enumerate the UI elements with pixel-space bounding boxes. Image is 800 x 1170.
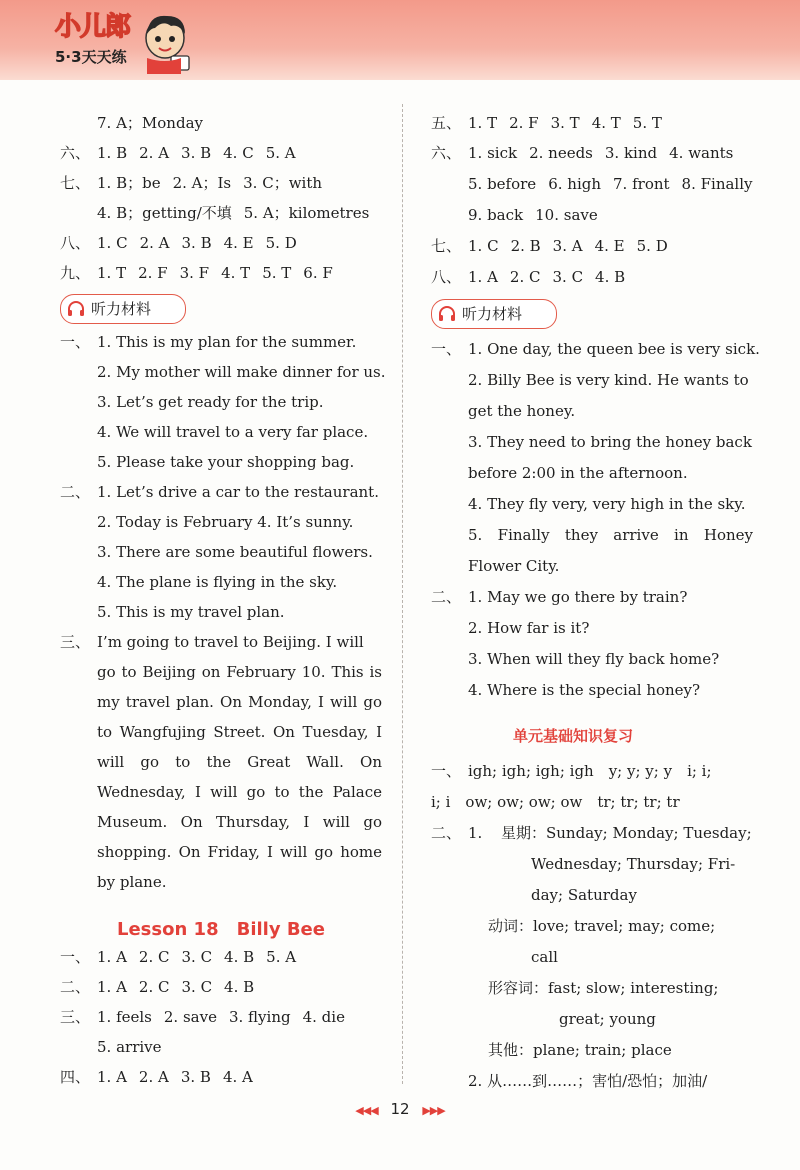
listening-line: will go to the Great Wall. On <box>97 753 382 771</box>
right-arrows-icon: ▶▶▶ <box>422 1104 445 1117</box>
listening-line: 3. Let’s get ready for the trip. <box>97 393 324 411</box>
listening-line: 5. Please take your shopping bag. <box>97 453 355 471</box>
listening-line: before 2:00 in the afternoon. <box>468 464 688 482</box>
listening-line: 5. This is my travel plan. <box>97 603 285 621</box>
answer-line: 一、 1. A 2. C 3. C 4. B 5. A <box>60 948 297 966</box>
column-divider <box>402 104 403 1084</box>
answer-line: 四、 1. A 2. A 3. B 4. A <box>60 1068 253 1086</box>
review-line: i; i ow; ow; ow; ow tr; tr; tr; tr <box>431 793 680 811</box>
listening-line: 一、 1. One day, the queen bee is very sick. <box>431 340 760 358</box>
listening-line: 一、 1. This is my plan for the summer. <box>60 333 357 351</box>
listening-line: 3. They need to bring the honey back <box>468 433 752 451</box>
listening-line: 二、 1. May we go there by train? <box>431 588 688 606</box>
headphones-icon <box>438 305 456 323</box>
brand-logo <box>55 6 195 76</box>
listening-line: get the honey. <box>468 402 576 420</box>
review-line: great; young <box>559 1010 656 1028</box>
listening-line: to Wangfujing Street. On Tuesday, I <box>97 723 382 741</box>
page-number: ◀◀◀ 12 ▶▶▶ <box>355 1100 445 1118</box>
review-line: 动词：love; travel; may; come; <box>488 917 716 935</box>
answer-line: 七、 1. C 2. B 3. A 4. E 5. D <box>431 237 668 255</box>
review-line: call <box>531 948 558 966</box>
listening-line: 二、 1. Let’s drive a car to the restaurant. <box>60 483 379 501</box>
review-line: Wednesday; Thursday; Fri- <box>531 855 736 873</box>
logo-title: 小儿郎 <box>55 12 131 42</box>
listening-line: 4. Where is the special honey? <box>468 681 701 699</box>
listening-line: 2. My mother will make dinner for us. <box>97 363 386 381</box>
listening-line: my travel plan. On Monday, I will go <box>97 693 382 711</box>
logo-subtitle: 5·3天天练 <box>55 48 127 66</box>
listening-line: 三、 I’m going to travel to Beijing. I will <box>60 633 364 651</box>
listening-line: shopping. On Friday, I will go home <box>97 843 382 861</box>
listening-line: 2. Billy Bee is very kind. He wants to <box>468 371 749 389</box>
answer-line: 三、 1. feels 2. save 3. flying 4. die <box>60 1008 345 1026</box>
answer-line: 六、 1. sick 2. needs 3. kind 4. wants <box>431 144 734 162</box>
listening-line: 4. We will travel to a very far place. <box>97 423 369 441</box>
listening-line: go to Beijing on February 10. This is <box>97 663 382 681</box>
listening-line: Museum. On Thursday, I will go <box>97 813 382 831</box>
review-line: 2. 从……到……；害怕/恐怕；加油/ <box>468 1072 708 1090</box>
listening-line: 5. Finally they arrive in Honey <box>468 526 753 544</box>
lesson-title: Lesson 18 Billy Bee <box>117 919 325 940</box>
review-line: 其他：plane; train; place <box>488 1041 672 1059</box>
listening-material-badge <box>60 294 186 324</box>
answer-line: 5. before 6. high 7. front 8. Finally <box>468 175 753 193</box>
review-line: 二、 1. 星期：Sunday; Monday; Tuesday; <box>431 824 752 842</box>
listening-line: 3. When will they fly back home? <box>468 650 720 668</box>
listening-line: Flower City. <box>468 557 560 575</box>
answer-line: 7. A；Monday <box>97 114 203 132</box>
listening-material-badge <box>431 299 557 329</box>
listening-line: 2. How far is it? <box>468 619 590 637</box>
answer-line: 4. B；getting/不填 5. A；kilometres <box>97 204 370 222</box>
listening-line: 4. They fly very, very high in the sky. <box>468 495 746 513</box>
badge-label: 听力材料 <box>91 300 152 318</box>
review-line: 一、 igh; igh; igh; igh y; y; y; y i; i; <box>431 762 712 780</box>
answer-line: 5. arrive <box>97 1038 162 1056</box>
left-arrows-icon: ◀◀◀ <box>355 1104 378 1117</box>
review-line: 形容词：fast; slow; interesting; <box>488 979 719 997</box>
answer-line: 9. back 10. save <box>468 206 598 224</box>
answer-line: 八、 1. C 2. A 3. B 4. E 5. D <box>60 234 297 252</box>
listening-line: 3. There are some beautiful flowers. <box>97 543 373 561</box>
answer-line: 九、 1. T 2. F 3. F 4. T 5. T 6. F <box>60 264 333 282</box>
listening-line: 4. The plane is flying in the sky. <box>97 573 338 591</box>
review-section-title: 单元基础知识复习 <box>513 727 634 745</box>
answer-line: 七、 1. B；be 2. A；Is 3. C；with <box>60 174 323 192</box>
answer-line: 二、 1. A 2. C 3. C 4. B <box>60 978 255 996</box>
mascot-boy-icon <box>141 12 193 74</box>
answer-line: 五、 1. T 2. F 3. T 4. T 5. T <box>431 114 662 132</box>
review-line: day; Saturday <box>531 886 637 904</box>
listening-line: 2. Today is February 4. It’s sunny. <box>97 513 354 531</box>
listening-line: by plane. <box>97 873 167 891</box>
listening-line: Wednesday, I will go to the Palace <box>97 783 382 801</box>
answer-line: 六、 1. B 2. A 3. B 4. C 5. A <box>60 144 296 162</box>
answer-line: 八、 1. A 2. C 3. C 4. B <box>431 268 626 286</box>
badge-label: 听力材料 <box>462 305 523 323</box>
headphones-icon <box>67 300 85 318</box>
